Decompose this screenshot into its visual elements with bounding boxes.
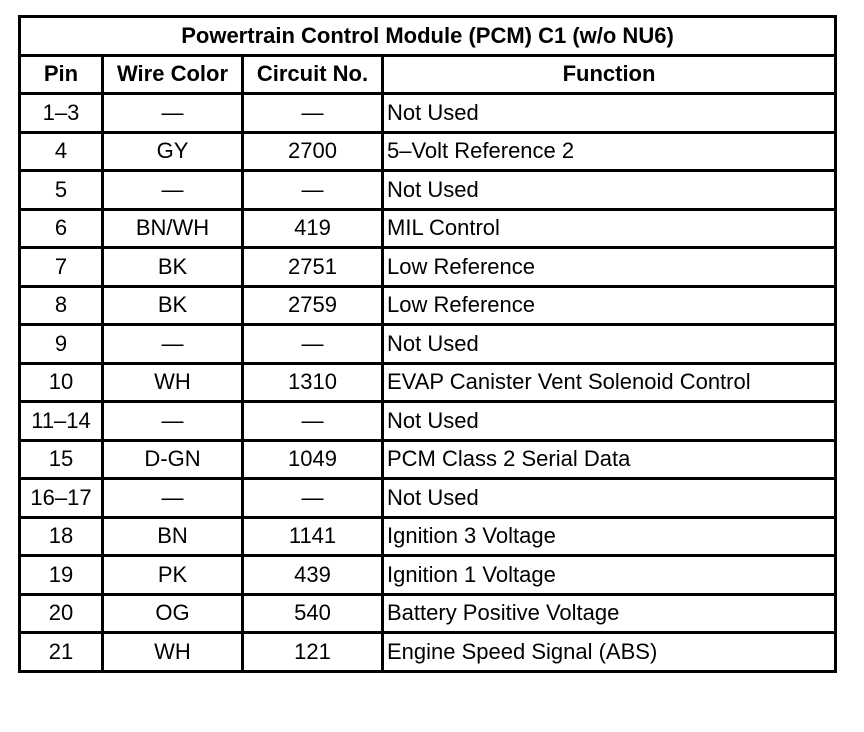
pin-cell: 7	[20, 248, 103, 287]
function-cell: Not Used	[383, 94, 836, 133]
circuit-cell: 439	[243, 556, 383, 595]
pin-cell: 9	[20, 325, 103, 364]
wire-color-cell: GY	[103, 132, 243, 171]
table-title-row	[20, 17, 836, 56]
table-row	[20, 440, 836, 479]
table-row	[20, 286, 836, 325]
circuit-cell: 419	[243, 209, 383, 248]
pin-cell: 10	[20, 363, 103, 402]
wire-color-cell: —	[103, 325, 243, 364]
table-header-row	[20, 55, 836, 94]
table-row	[20, 633, 836, 672]
circuit-cell: —	[243, 479, 383, 518]
function-cell: PCM Class 2 Serial Data	[383, 440, 836, 479]
circuit-cell: 1310	[243, 363, 383, 402]
wire-color-cell: —	[103, 479, 243, 518]
wire-color-cell: OG	[103, 594, 243, 633]
pin-cell: 8	[20, 286, 103, 325]
wire-color-cell: WH	[103, 633, 243, 672]
function-cell: Ignition 3 Voltage	[383, 517, 836, 556]
table-row	[20, 132, 836, 171]
connector-pinout-table	[18, 15, 837, 673]
function-cell: MIL Control	[383, 209, 836, 248]
function-cell: Not Used	[383, 171, 836, 210]
circuit-cell: 2700	[243, 132, 383, 171]
table-row	[20, 325, 836, 364]
circuit-cell: —	[243, 171, 383, 210]
pin-cell: 11–14	[20, 402, 103, 441]
circuit-cell: 121	[243, 633, 383, 672]
pin-cell: 5	[20, 171, 103, 210]
table-row	[20, 94, 836, 133]
function-cell: Ignition 1 Voltage	[383, 556, 836, 595]
pin-cell: 4	[20, 132, 103, 171]
header-circuit-no: Circuit No.	[243, 55, 383, 94]
function-cell: Engine Speed Signal (ABS)	[383, 633, 836, 672]
table-row	[20, 402, 836, 441]
header-function: Function	[383, 55, 836, 94]
wire-color-cell: PK	[103, 556, 243, 595]
circuit-cell: —	[243, 94, 383, 133]
circuit-cell: 2759	[243, 286, 383, 325]
circuit-cell: 1141	[243, 517, 383, 556]
function-cell: EVAP Canister Vent Solenoid Control	[383, 363, 836, 402]
table-row	[20, 479, 836, 518]
function-cell: Battery Positive Voltage	[383, 594, 836, 633]
pin-cell: 20	[20, 594, 103, 633]
function-cell: Low Reference	[383, 248, 836, 287]
table-row	[20, 556, 836, 595]
wire-color-cell: —	[103, 94, 243, 133]
pin-cell: 1–3	[20, 94, 103, 133]
pin-cell: 21	[20, 633, 103, 672]
circuit-cell: 540	[243, 594, 383, 633]
wire-color-cell: D-GN	[103, 440, 243, 479]
table-row	[20, 517, 836, 556]
wire-color-cell: —	[103, 402, 243, 441]
wire-color-cell: BK	[103, 286, 243, 325]
table-row	[20, 248, 836, 287]
wire-color-cell: BN	[103, 517, 243, 556]
pin-cell: 19	[20, 556, 103, 595]
header-pin: Pin	[20, 55, 103, 94]
pin-cell: 16–17	[20, 479, 103, 518]
wire-color-cell: WH	[103, 363, 243, 402]
wire-color-cell: —	[103, 171, 243, 210]
pin-cell: 15	[20, 440, 103, 479]
circuit-cell: 2751	[243, 248, 383, 287]
table-row	[20, 363, 836, 402]
function-cell: 5–Volt Reference 2	[383, 132, 836, 171]
table-row	[20, 594, 836, 633]
pin-cell: 6	[20, 209, 103, 248]
function-cell: Not Used	[383, 402, 836, 441]
table-title: Powertrain Control Module (PCM) C1 (w/o NU6)	[20, 17, 836, 56]
function-cell: Low Reference	[383, 286, 836, 325]
function-cell: Not Used	[383, 479, 836, 518]
table-row	[20, 209, 836, 248]
wire-color-cell: BK	[103, 248, 243, 287]
circuit-cell: —	[243, 402, 383, 441]
header-wire-color: Wire Color	[103, 55, 243, 94]
wire-color-cell: BN/WH	[103, 209, 243, 248]
table-row	[20, 171, 836, 210]
pin-cell: 18	[20, 517, 103, 556]
circuit-cell: —	[243, 325, 383, 364]
function-cell: Not Used	[383, 325, 836, 364]
circuit-cell: 1049	[243, 440, 383, 479]
